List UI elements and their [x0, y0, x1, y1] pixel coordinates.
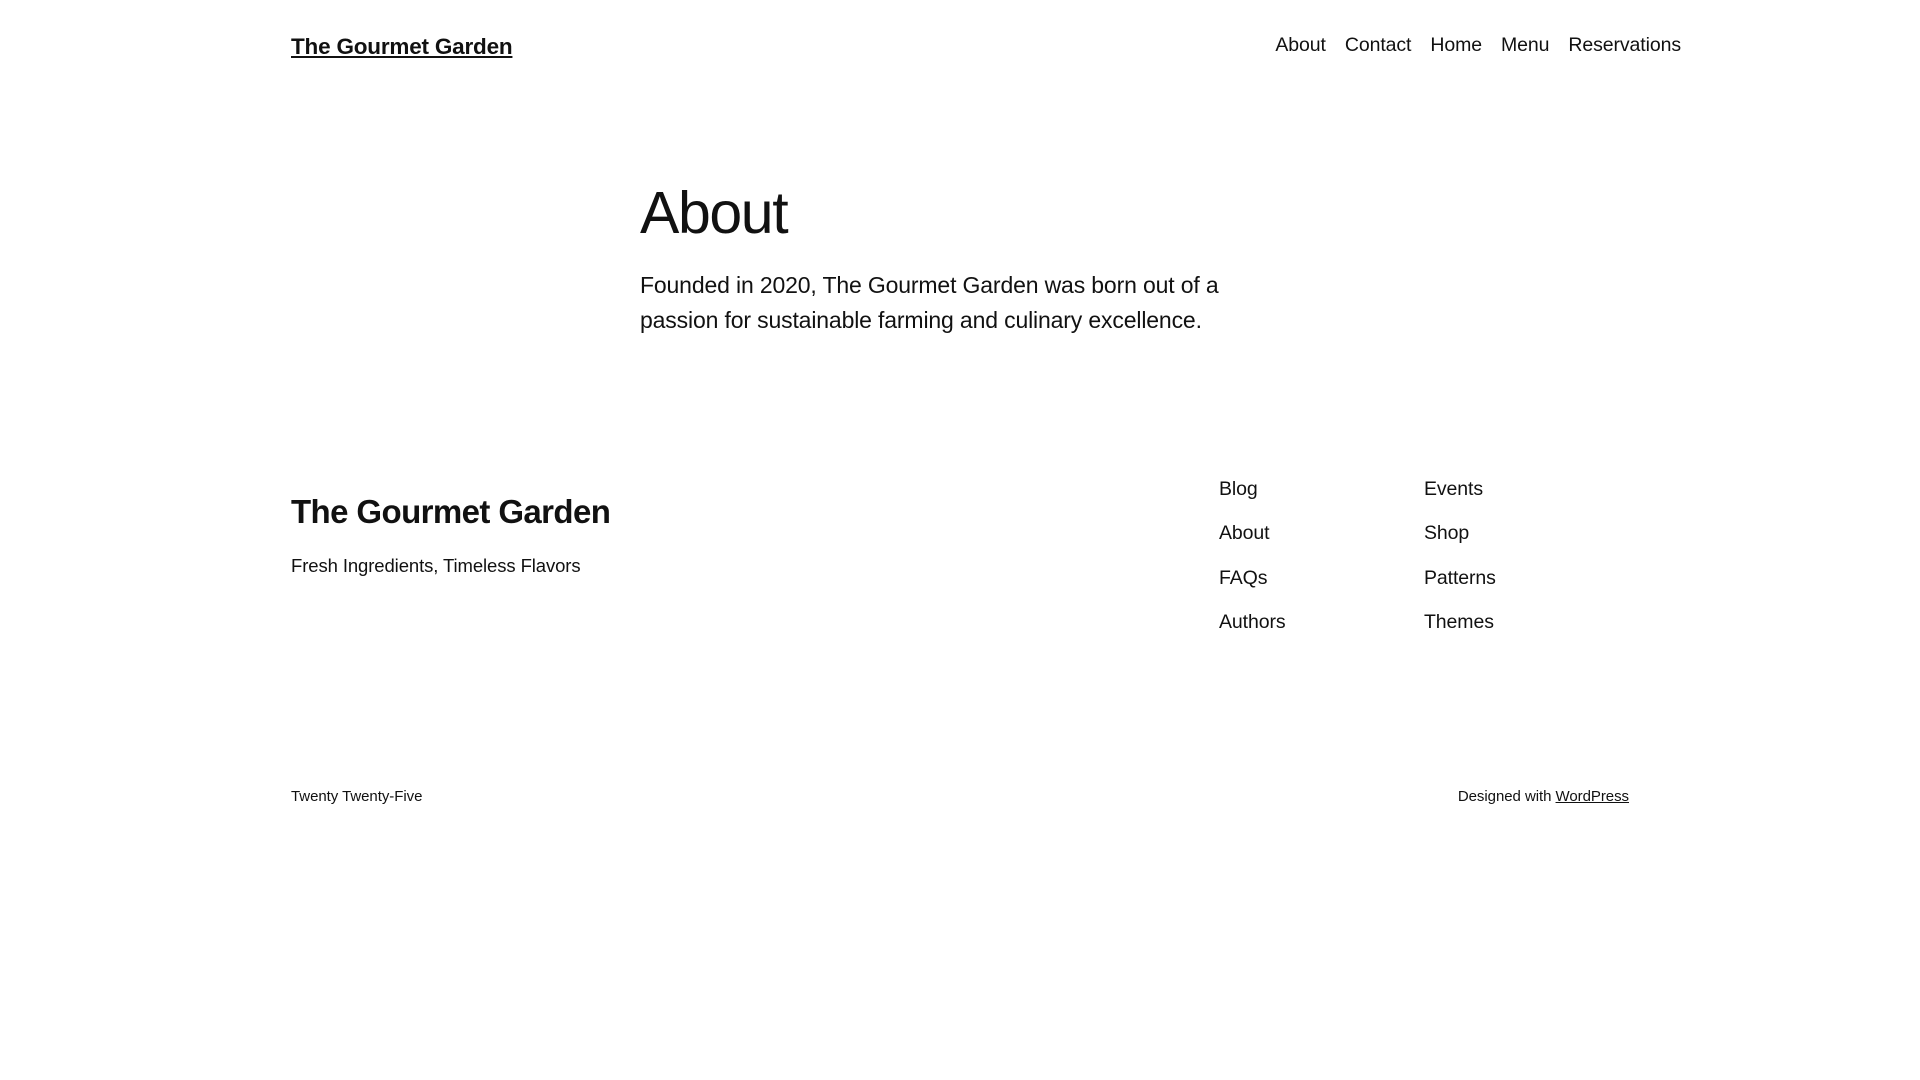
site-title[interactable]: The Gourmet Garden — [291, 33, 513, 59]
page-title: About — [640, 180, 788, 246]
footer-link-faqs[interactable]: FAQs — [1219, 566, 1268, 589]
footer-link-themes[interactable]: Themes — [1424, 611, 1494, 634]
main-content — [0, 70, 1920, 338]
footer-column-one — [1219, 478, 1424, 635]
footer-top — [291, 478, 1848, 635]
footer-link-columns — [1219, 478, 1848, 635]
footer-tagline: Fresh Ingredients, Timeless Flavors — [291, 554, 581, 576]
footer-bottom — [291, 788, 1848, 805]
footer-link-about[interactable]: About — [1219, 522, 1270, 545]
designed-with-text: Designed with — [1457, 787, 1556, 805]
footer-site-title: The Gourmet Garden — [291, 493, 611, 530]
wordpress-link[interactable]: WordPress — [1555, 787, 1629, 805]
footer-link-patterns[interactable]: Patterns — [1424, 566, 1496, 589]
nav-item-reservations[interactable]: Reservations — [1568, 34, 1681, 57]
nav-item-menu[interactable]: Menu — [1501, 34, 1550, 57]
footer-link-shop[interactable]: Shop — [1424, 522, 1470, 545]
footer-column-two — [1424, 478, 1629, 635]
nav-item-about[interactable]: About — [1275, 34, 1326, 57]
footer-link-blog[interactable]: Blog — [1219, 478, 1258, 500]
footer-link-events[interactable]: Events — [1424, 478, 1484, 500]
nav-item-contact[interactable]: Contact — [1344, 34, 1412, 57]
footer-theme-credit: Twenty Twenty-Five — [291, 787, 423, 805]
footer-link-authors[interactable]: Authors — [1219, 611, 1286, 634]
site-footer — [0, 478, 1920, 805]
nav-item-home[interactable]: Home — [1430, 34, 1482, 57]
footer-brand — [291, 478, 610, 578]
page-intro-paragraph: Founded in 2020, The Gourmet Garden was born out of a passion for sustainable farming and culinary excellence. — [640, 271, 1219, 333]
footer-designed-with — [1458, 788, 1629, 805]
main-navigation — [1275, 34, 1848, 57]
site-header — [0, 0, 1920, 70]
